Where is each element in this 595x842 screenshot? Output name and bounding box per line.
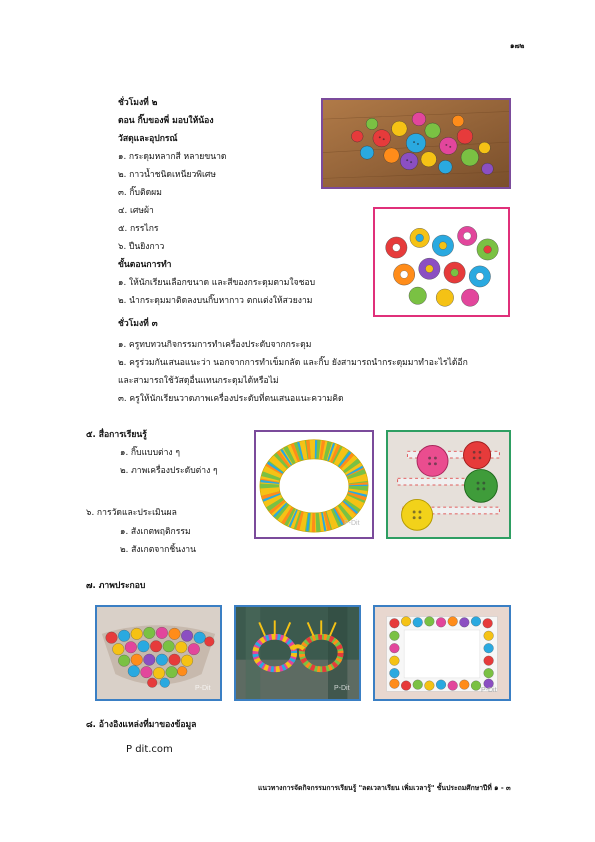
reference-source: P dit.com	[126, 744, 173, 755]
watermark: P-Dit	[481, 687, 497, 694]
material-item: ๕. กรรไกร	[118, 224, 159, 234]
button-bowl-photo	[95, 605, 222, 701]
watermark: P-Dit	[344, 520, 360, 527]
button-clips-photo	[373, 207, 510, 317]
figures-heading: ๗. ภาพประกอบ	[86, 581, 146, 591]
watermark: P-Dit	[334, 685, 350, 692]
references-heading: ๘. อ้างอิงแหล่งที่มาของข้อมูล	[86, 720, 197, 730]
page-footer: แนวทางการจัดกิจกรรมการเรียนรู้ "ลดเวลาเรียน เพิ่มเวลารู้" ชั้นประถมศึกษาปีที่ ๑ - ๓	[258, 784, 511, 792]
evaluation-item: ๒. สังเกตจากชิ้นงาน	[120, 545, 196, 555]
step-item: ๒. นำกระดุมมาติดลงบนกิ๊บหากาว ตกแต่งให้สวยงาม	[118, 296, 313, 306]
button-bracelet-photo	[254, 430, 374, 539]
media-item: ๑. กิ๊บแบบต่าง ๆ	[120, 448, 180, 458]
episode-title: ตอน กิ๊บของพี่ มอบให้น้อง	[118, 116, 214, 126]
media-item: ๒. ภาพเครื่องประดับต่าง ๆ	[120, 466, 218, 476]
material-item: ๒. กาวน้ำชนิดเหนียวพิเศษ	[118, 170, 217, 180]
session-heading: ชั่วโมงที่ ๒	[118, 98, 158, 108]
evaluation-heading: ๖. การวัดและประเมินผล	[86, 508, 177, 518]
session4-item: ๓. ครูให้นักเรียนวาดภาพเครื่องประดับที่ตนเสนอแนะความคิด	[118, 394, 344, 404]
session4-item: ๒. ครูร่วมกันเสนอแนะว่า นอกจากการทำเข็มกลัด และกิ๊บ ยังสามารถนำกระดุมมาทำอะไรได้อีก	[118, 358, 468, 368]
material-item: ๑. กระดุมหลากสี หลายขนาด	[118, 152, 227, 162]
media-heading: ๕. สื่อการเรียนรู้	[86, 430, 147, 440]
session4-item: และสามารถใช้วัสดุอื่นแทนกระดุมได้หรือไม่	[118, 376, 279, 386]
session4-item: ๑. ครูทบทวนกิจกรรมการทำเครื่องประดับจากกระดุม	[118, 340, 312, 350]
session-heading-2: ชั่วโมงที่ ๓	[118, 319, 158, 329]
watermark: P-Dit	[195, 685, 211, 692]
materials-heading: วัสดุและอุปกรณ์	[118, 134, 178, 144]
material-item: ๓. กิ๊บติดผม	[118, 188, 162, 198]
button-hairclips-photo	[386, 430, 511, 539]
page-number: ๑๗๒	[510, 42, 525, 50]
buttons-pile-photo	[321, 98, 511, 189]
material-item: ๔. เศษผ้า	[118, 206, 154, 216]
button-photoframe-photo	[373, 605, 511, 701]
material-item: ๖. ปืนยิงกาว	[118, 242, 165, 252]
evaluation-item: ๑. สังเกตพฤติกรรม	[120, 527, 191, 537]
steps-heading: ขั้นตอนการทำ	[118, 260, 172, 270]
button-glasses-photo	[234, 605, 361, 701]
step-item: ๑. ให้นักเรียนเลือกขนาด และสีของกระดุมตามใจชอบ	[118, 278, 316, 288]
